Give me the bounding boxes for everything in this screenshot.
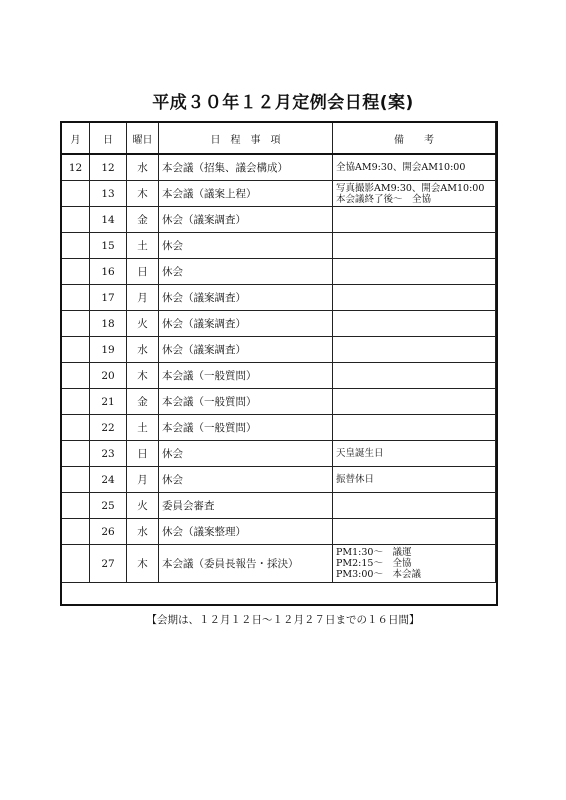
table-row <box>62 311 496 337</box>
agenda-cell: 休会 <box>159 259 333 285</box>
agenda-cell: 休会（議案整理） <box>159 519 333 545</box>
day-cell: 23 <box>90 441 127 467</box>
weekday-cell: 水 <box>127 337 159 363</box>
remarks-cell <box>333 207 496 233</box>
table-row <box>62 545 496 583</box>
month-cell <box>62 337 90 363</box>
agenda-cell: 本会議（議案上程） <box>159 181 333 207</box>
month-cell <box>62 389 90 415</box>
month-cell <box>62 363 90 389</box>
header-month: 月 <box>62 123 90 155</box>
table-row <box>62 415 496 441</box>
day-cell: 13 <box>90 181 127 207</box>
month-cell <box>62 311 90 337</box>
day-cell: 27 <box>90 545 127 583</box>
table-row <box>62 259 496 285</box>
weekday-cell: 木 <box>127 181 159 207</box>
weekday-cell: 水 <box>127 154 159 181</box>
weekday-cell: 木 <box>127 363 159 389</box>
month-cell <box>62 207 90 233</box>
month-cell <box>62 285 90 311</box>
table-row <box>62 493 496 519</box>
agenda-cell: 本会議（招集、議会構成） <box>159 154 333 181</box>
remarks-cell <box>333 467 496 493</box>
agenda-cell: 本会議（一般質問） <box>159 389 333 415</box>
agenda-cell: 休会 <box>159 467 333 493</box>
remarks-line: 天皇誕生日 <box>336 448 384 459</box>
remarks-cell <box>333 311 496 337</box>
weekday-cell: 金 <box>127 207 159 233</box>
table-row <box>62 363 496 389</box>
month-cell <box>62 545 90 583</box>
month-cell <box>62 519 90 545</box>
weekday-cell: 木 <box>127 545 159 583</box>
month-cell <box>62 493 90 519</box>
table-row <box>62 389 496 415</box>
agenda-cell: 休会（議案調査） <box>159 285 333 311</box>
day-cell: 12 <box>90 154 127 181</box>
month-cell <box>62 233 90 259</box>
table-row <box>62 467 496 493</box>
day-cell: 19 <box>90 337 127 363</box>
table-row <box>62 337 496 363</box>
agenda-cell: 本会議（委員長報告・採決） <box>159 545 333 583</box>
day-cell: 25 <box>90 493 127 519</box>
table-row <box>62 207 496 233</box>
remarks-cell <box>333 259 496 285</box>
header-remarks: 備 考 <box>333 123 496 155</box>
month-cell <box>62 259 90 285</box>
remarks-cell <box>333 154 496 181</box>
day-cell: 26 <box>90 519 127 545</box>
weekday-cell: 土 <box>127 233 159 259</box>
weekday-cell: 土 <box>127 415 159 441</box>
weekday-cell: 金 <box>127 389 159 415</box>
weekday-cell: 月 <box>127 467 159 493</box>
remarks-line: 写真撮影AM9:30、開会AM10:00 <box>336 182 485 194</box>
header-day: 日 <box>90 123 127 155</box>
session-period-note: 【会期は、１２月１２日～１２月２７日までの１６日間】 <box>146 614 420 626</box>
header-agenda: 日 程 事 項 <box>159 123 333 155</box>
table-header-row <box>62 123 496 155</box>
remarks-cell <box>333 519 496 545</box>
remarks-line: PM3:00～ 本会議 <box>336 569 421 580</box>
weekday-cell: 火 <box>127 311 159 337</box>
day-cell: 20 <box>90 363 127 389</box>
remarks-cell <box>333 493 496 519</box>
weekday-cell: 日 <box>127 441 159 467</box>
remarks-cell <box>333 441 496 467</box>
remarks-cell <box>333 363 496 389</box>
agenda-cell: 委員会審査 <box>159 493 333 519</box>
table-row <box>62 441 496 467</box>
agenda-cell: 休会（議案調査） <box>159 311 333 337</box>
day-cell: 14 <box>90 207 127 233</box>
agenda-cell: 休会（議案調査） <box>159 337 333 363</box>
remarks-cell <box>333 233 496 259</box>
month-cell <box>62 181 90 207</box>
month-cell <box>62 441 90 467</box>
month-cell <box>62 467 90 493</box>
table-row <box>62 181 496 207</box>
agenda-cell: 休会（議案調査） <box>159 207 333 233</box>
weekday-cell: 月 <box>127 285 159 311</box>
agenda-cell: 休会 <box>159 441 333 467</box>
agenda-cell: 休会 <box>159 233 333 259</box>
remarks-line: PM1:30～ 議運 <box>336 547 412 558</box>
agenda-cell: 本会議（一般質問） <box>159 415 333 441</box>
remarks-line: 振替休日 <box>336 474 375 485</box>
remarks-cell <box>333 337 496 363</box>
table-row <box>62 154 496 181</box>
day-cell: 21 <box>90 389 127 415</box>
day-cell: 16 <box>90 259 127 285</box>
remarks-line: PM2:15～ 全協 <box>336 558 412 569</box>
remarks-cell <box>333 415 496 441</box>
table-row <box>62 233 496 259</box>
weekday-cell: 火 <box>127 493 159 519</box>
remarks-line: 本会議終了後～ 全協 <box>336 193 432 205</box>
remarks-cell <box>333 545 496 583</box>
agenda-cell: 本会議（一般質問） <box>159 363 333 389</box>
remarks-cell <box>333 285 496 311</box>
schedule-table <box>61 122 496 583</box>
table-row <box>62 285 496 311</box>
remarks-line: 全協AM9:30、開会AM10:00 <box>336 162 466 173</box>
month-cell: 12 <box>62 154 90 181</box>
day-cell: 22 <box>90 415 127 441</box>
month-cell <box>62 415 90 441</box>
weekday-cell: 日 <box>127 259 159 285</box>
remarks-cell <box>333 181 496 207</box>
table-row <box>62 519 496 545</box>
document-title: 平成３０年１２月定例会日程(案) <box>152 93 414 113</box>
day-cell: 18 <box>90 311 127 337</box>
day-cell: 15 <box>90 233 127 259</box>
remarks-cell <box>333 389 496 415</box>
day-cell: 17 <box>90 285 127 311</box>
header-weekday: 曜日 <box>127 123 159 155</box>
weekday-cell: 水 <box>127 519 159 545</box>
day-cell: 24 <box>90 467 127 493</box>
